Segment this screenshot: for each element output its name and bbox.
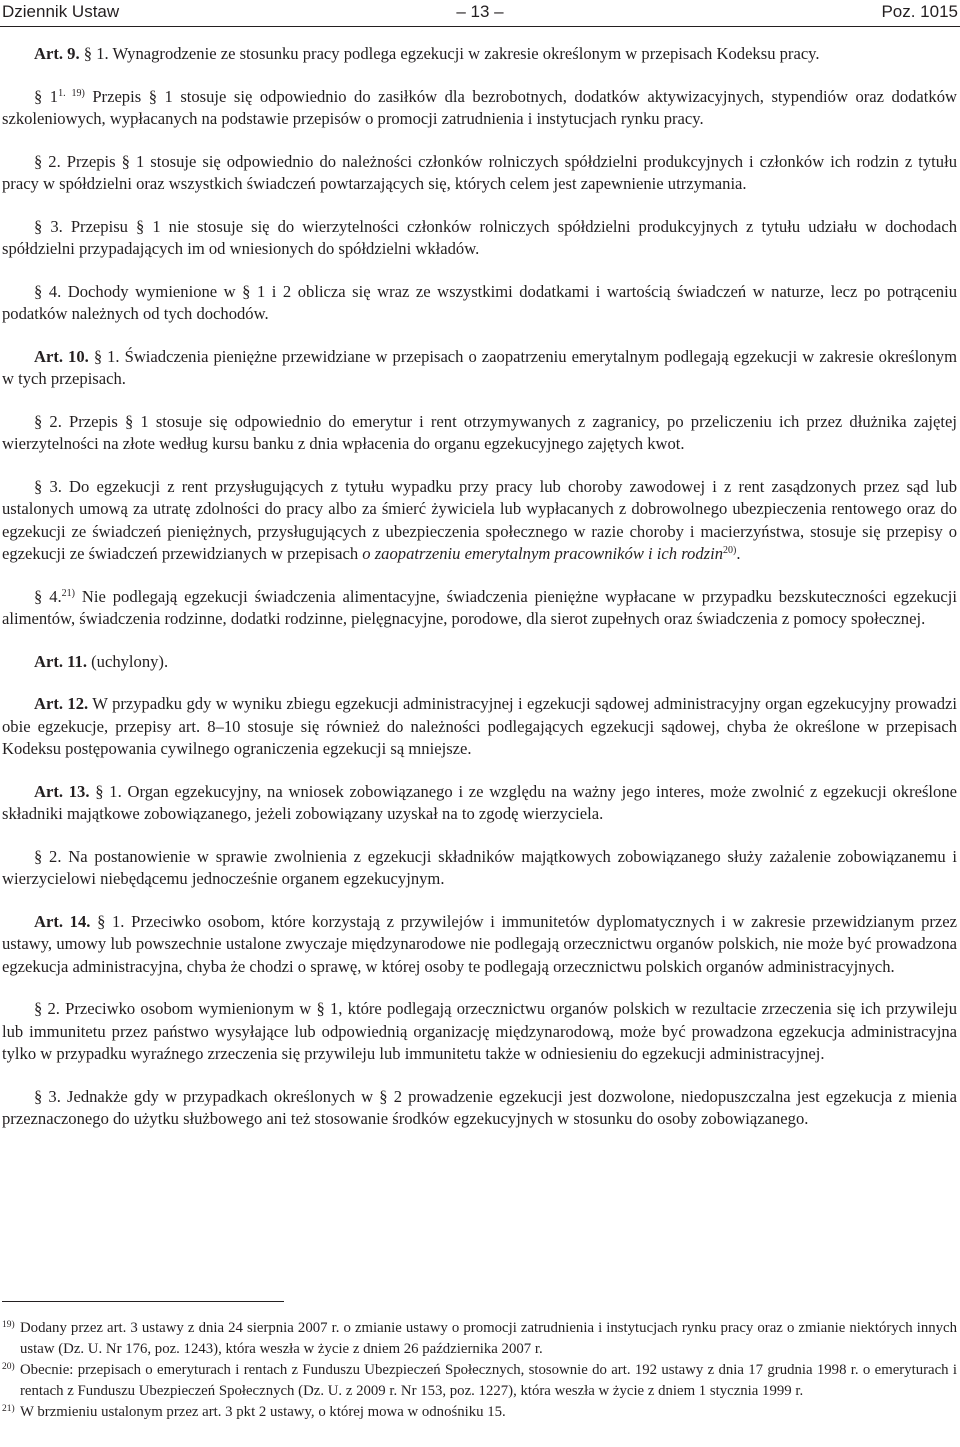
paragraph-text: § 2. Na postanowienie w sprawie zwolnienia z egzekucji składników majątkowych zobowiązanego służy zażalenie zobowiązanemu i wierzycielowi niebędącemu jednocześnie organem egzekucyjnym. <box>2 846 957 888</box>
article-13-paragraph-2 <box>2 846 957 891</box>
article-heading: Art. 13. <box>34 781 90 801</box>
footnote-marker: 20) <box>2 1362 15 1372</box>
paragraph-text: § 3. Do egzekucji z rent przysługujących z tytułu wypadku przy pracy lub choroby zawodowej i z rent zasądzonych przez sąd lub ustalonych umową za utratę zdolności do pracy albo za śmierć żywiciela lub wypłacanych z dobrowolnego ubezpieczenia rentowego oraz do egzekucji ze świadczeń pieniężnych, przysługujących z ubezpieczenia społecznego w razie choroby i macierzyństwa, stosuje się przepisy o egzekucji ze świadczeń przewidzianych w przepisach <box>2 476 957 563</box>
document-body <box>2 43 957 1151</box>
paragraph-text: § 1. Organ egzekucyjny, na wniosek zobowiązanego i ze względu na ważny jego interes, może zwolnić z egzekucji określone składniki majątkowe zobowiązanego, jeżeli zobowiązany uzyskał na to zgodę wierzyciela. <box>2 781 957 823</box>
footnote-text: Dodany przez art. 3 ustawy z dnia 24 sierpnia 2007 r. o zmianie ustawy o promocji zatrudnienia i instytucjach rynku pracy oraz o zmianie niektórych innych ustaw (Dz. U. Nr 176, poz. 1243), która weszła w życie z dniem 26 października 2007 r. <box>20 1320 957 1357</box>
article-14-paragraph-1 <box>2 911 957 979</box>
paragraph-text: Nie podlegają egzekucji świadczenia alimentacyjne, świadczenia pieniężne wypłacane w przypadku bezskuteczności egzekucji alimentów, świadczenia rodzinne, dodatki rodzinne, pielęgnacyjne, porodowe, dla sierot zupełnych oraz świadczenia z pomocy społecznej. <box>2 586 958 628</box>
footnote-text: W brzmieniu ustalonym przez art. 3 pkt 2 ustawy, o której mowa w odnośniku 15. <box>20 1404 506 1420</box>
paragraph-text: § 3. Jednakże gdy w przypadkach określonych w § 2 prowadzenie egzekucji jest dozwolone, niedopuszczalna jest egzekucja z mienia przeznaczonego do użytku służbowego ani też stosowanie środków egzekucyjnych w stosunku do osoby zobowiązanego. <box>2 1086 957 1128</box>
article-13-paragraph-1 <box>2 781 957 826</box>
paragraph-text: W przypadku gdy w wyniku zbiegu egzekucji administracyjnej i egzekucji sądowej administracyjny organ egzekucyjny prowadzi obie egzekucje, przepisy art. 8–10 stosuje się również do należności podlegających egzekucji sądowej, chyba że określone w przepisach Kodeksu postępowania cywilnego ograniczenia egzekucji są mniejsze. <box>2 694 958 758</box>
paragraph-text: Przepis § 1 stosuje się odpowiednio do zasiłków dla bezrobotnych, dodatków aktywizacyjnych, stypendiów oraz dodatków szkoleniowych, wypłacanych na podstawie przepisów o promocji zatrudnienia i instytucjach rynku pracy. <box>2 86 957 128</box>
paragraph-text: (uchylony). <box>87 651 169 671</box>
article-10-paragraph-4 <box>2 586 957 631</box>
footnote-reference: 20) <box>723 545 737 556</box>
article-10-paragraph-2 <box>2 411 957 456</box>
article-10-paragraph-1 <box>2 346 957 391</box>
article-heading: Art. 14. <box>34 911 91 931</box>
paragraph-text: § 2. Przeciwko osobom wymienionym w § 1, które podlegają orzecznictwu organów polskich w rezultacie zrzeczenia się ich przywileju lub immunitetu przez państwo wysyłające lub odpowiednią organizację międzynarodową, może być prowadzona egzekucja administracyjna tylko w przypadku wyraźnego zrzeczenia się przywileju lub immunitetu także w odniesieniu do egzekucji administracyjnej. <box>2 999 957 1063</box>
footnote-marker: 19) <box>2 1320 15 1330</box>
footnote-21 <box>2 1402 957 1423</box>
footnote-20 <box>2 1360 957 1402</box>
article-9-paragraph-1-1 <box>2 86 957 131</box>
article-9-paragraph-2 <box>2 151 957 196</box>
footnote-marker: 21) <box>2 1404 15 1414</box>
paragraph-text: § 2. Przepis § 1 stosuje się odpowiednio do emerytur i rent otrzymywanych z zagranicy, po przeliczeniu ich przez dłużnika zajętej wierzytelności na złote według kursu banku z dnia wpłacenia do organu egzekucyjnego zajętych kwot. <box>2 411 957 453</box>
article-9-paragraph-1 <box>2 43 957 66</box>
position-number: Poz. 1015 <box>881 2 958 21</box>
article-9-paragraph-3 <box>2 216 957 261</box>
page-header <box>0 0 960 26</box>
article-14-paragraph-2 <box>2 998 957 1066</box>
footnote-text: Obecnie: przepisach o emeryturach i rentach z Funduszu Ubezpieczeń Społecznych, stosownie do art. 192 ustawy z dnia 17 grudnia 1998 r. o emeryturach i rentach z Funduszu Ubezpieczeń Społecznych (Dz. U. z 2009 r. Nr 153, poz. 1227), która weszła w życie z dniem 1 stycznia 1999 r. <box>20 1362 957 1399</box>
article-heading: Art. 12. <box>34 694 89 713</box>
footnotes <box>2 1318 957 1423</box>
paragraph-number: § 1 <box>34 86 59 106</box>
paragraph-text: § 2. Przepis § 1 stosuje się odpowiednio do należności członków rolniczych spółdzielni produkcyjnych i członków ich rodzin z tytułu pracy w spółdzielni oraz wszystkich świadczeń powtarzających się, których celem jest zapewnienie utrzymania. <box>2 151 957 193</box>
journal-title: Dziennik Ustaw <box>2 2 120 21</box>
italic-text: o zaopatrzeniu emerytalnym pracowników i ich rodzin <box>362 544 724 563</box>
article-12 <box>2 693 957 761</box>
article-heading: Art. 10. <box>34 346 89 366</box>
paragraph-text: § 1. Świadczenia pieniężne przewidziane w przepisach o zaopatrzeniu emerytalnym podlegają egzekucji w zakresie określonym w tych przepisach. <box>2 346 957 388</box>
article-9-paragraph-4 <box>2 281 957 326</box>
article-heading: Art. 9. <box>34 44 80 63</box>
article-heading: Art. 11. <box>34 651 87 671</box>
paragraph-tail: . <box>736 544 741 563</box>
paragraph-text: § 1. Wynagrodzenie ze stosunku pracy podlega egzekucji w zakresie określonym w przepisach Kodeksu pracy. <box>79 44 820 63</box>
paragraph-text: § 1. Przeciwko osobom, które korzystają z przywilejów i immunitetów dyplomatycznych i w zakresie przewidzianym przez ustawy, umowy lub powszechnie ustalone zwyczaje międzynarodowe nie podlegają orzecznictwu organów polskich, nie może być prowadzona egzekucja administracyjna, chyba że chodzi o sprawę, w której osoby te podlegają orzecznictwu polskich organów administracyjnych. <box>2 911 957 976</box>
page-number: – 13 – <box>456 2 504 21</box>
footnote-reference: 21) <box>61 587 75 599</box>
footnote-reference: 1. 19) <box>58 87 85 99</box>
footnote-separator <box>2 1301 284 1302</box>
footnote-19 <box>2 1318 957 1360</box>
paragraph-text: § 4. Dochody wymienione w § 1 i 2 oblicza się wraz ze wszystkimi dodatkami i wartością świadczeń w naturze, lecz po potrąceniu podatków należnych od tych dochodów. <box>2 281 957 323</box>
paragraph-text: § 3. Przepisu § 1 nie stosuje się do wierzytelności członków rolniczych spółdzielni produkcyjnych z tytułu udziału w dochodach spółdzielni przypadających im od wniesionych do spółdzielni wkładów. <box>2 216 957 258</box>
header-rule <box>0 26 960 27</box>
paragraph-number: § 4. <box>34 586 62 606</box>
article-14-paragraph-3 <box>2 1086 957 1131</box>
article-11 <box>2 651 957 674</box>
article-10-paragraph-3 <box>2 476 957 566</box>
